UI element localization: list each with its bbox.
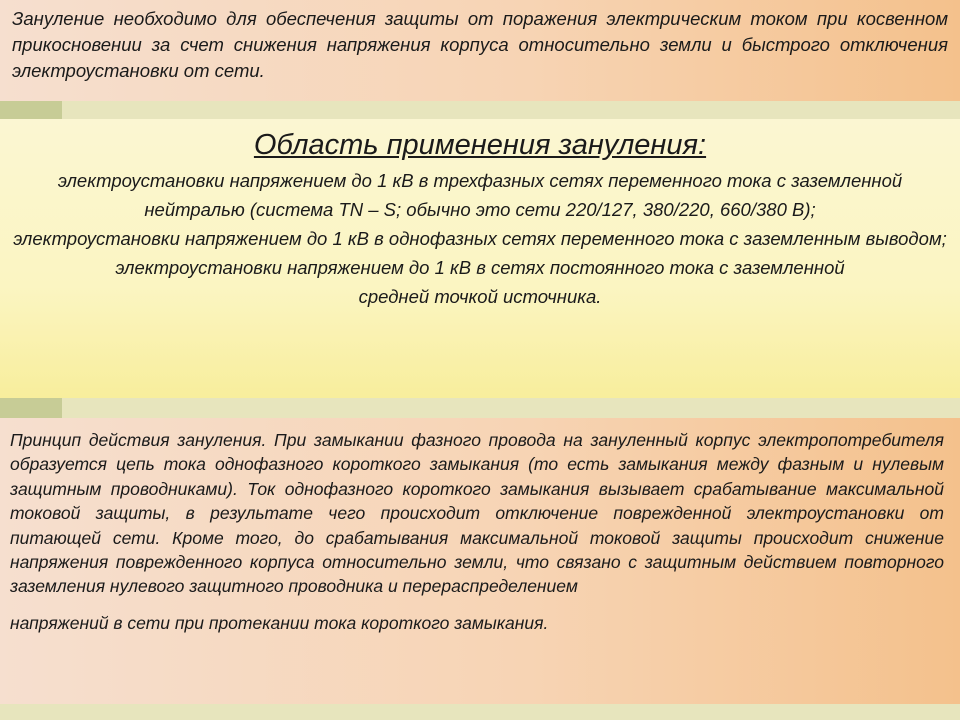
- application-title: Область применения зануления:: [253, 129, 707, 161]
- definition-text: Зануление необходимо для обеспечения защиты от поражения электрическим током при косвенном прикосновении за счет снижения напряжения корпуса относительно земли и быстрого отключения электроустановки от сети.: [12, 8, 948, 81]
- corner-accent-bottom: [0, 398, 62, 418]
- application-item-3: электроустановки напряжением до 1 кВ в сетях постоянного тока с заземленной средней точкой источника.: [115, 257, 845, 307]
- application-item-1: электроустановки напряжением до 1 кВ в трехфазных сетях переменного тока с заземленной нейтралью (система TN – S; обычно это сети 220/127, 380/220, 660/380 В);: [57, 170, 903, 220]
- principle-box: [0, 418, 960, 704]
- definition-box: [0, 0, 960, 101]
- application-item-2: электроустановки напряжением до 1 кВ в однофазных сетях переменного тока с заземленным выводом;: [13, 228, 947, 249]
- principle-paragraph: Принцип действия зануления. При замыкании фазного провода на зануленный корпус электропотребителя образуется цепь тока однофазного короткого замыкания (то есть замыкания между фазным и нулевым защитным проводниками). Ток однофазного короткого замыкания вызывает срабатывание максимальной токовой защиты, в результате чего происходит отключение поврежденной электроустановки от питающей сети. Кроме того, до срабатывания максимальной токовой защиты происходит снижение напряжения поврежденного корпуса относительно земли, что связано с защитным действием повторного заземления нулевого защитного проводника и перераспределением: [10, 430, 944, 597]
- principle-paragraph-end: напряжений в сети при протекании тока короткого замыкания.: [10, 612, 549, 633]
- corner-accent-top: [0, 101, 62, 119]
- application-box: [0, 119, 960, 398]
